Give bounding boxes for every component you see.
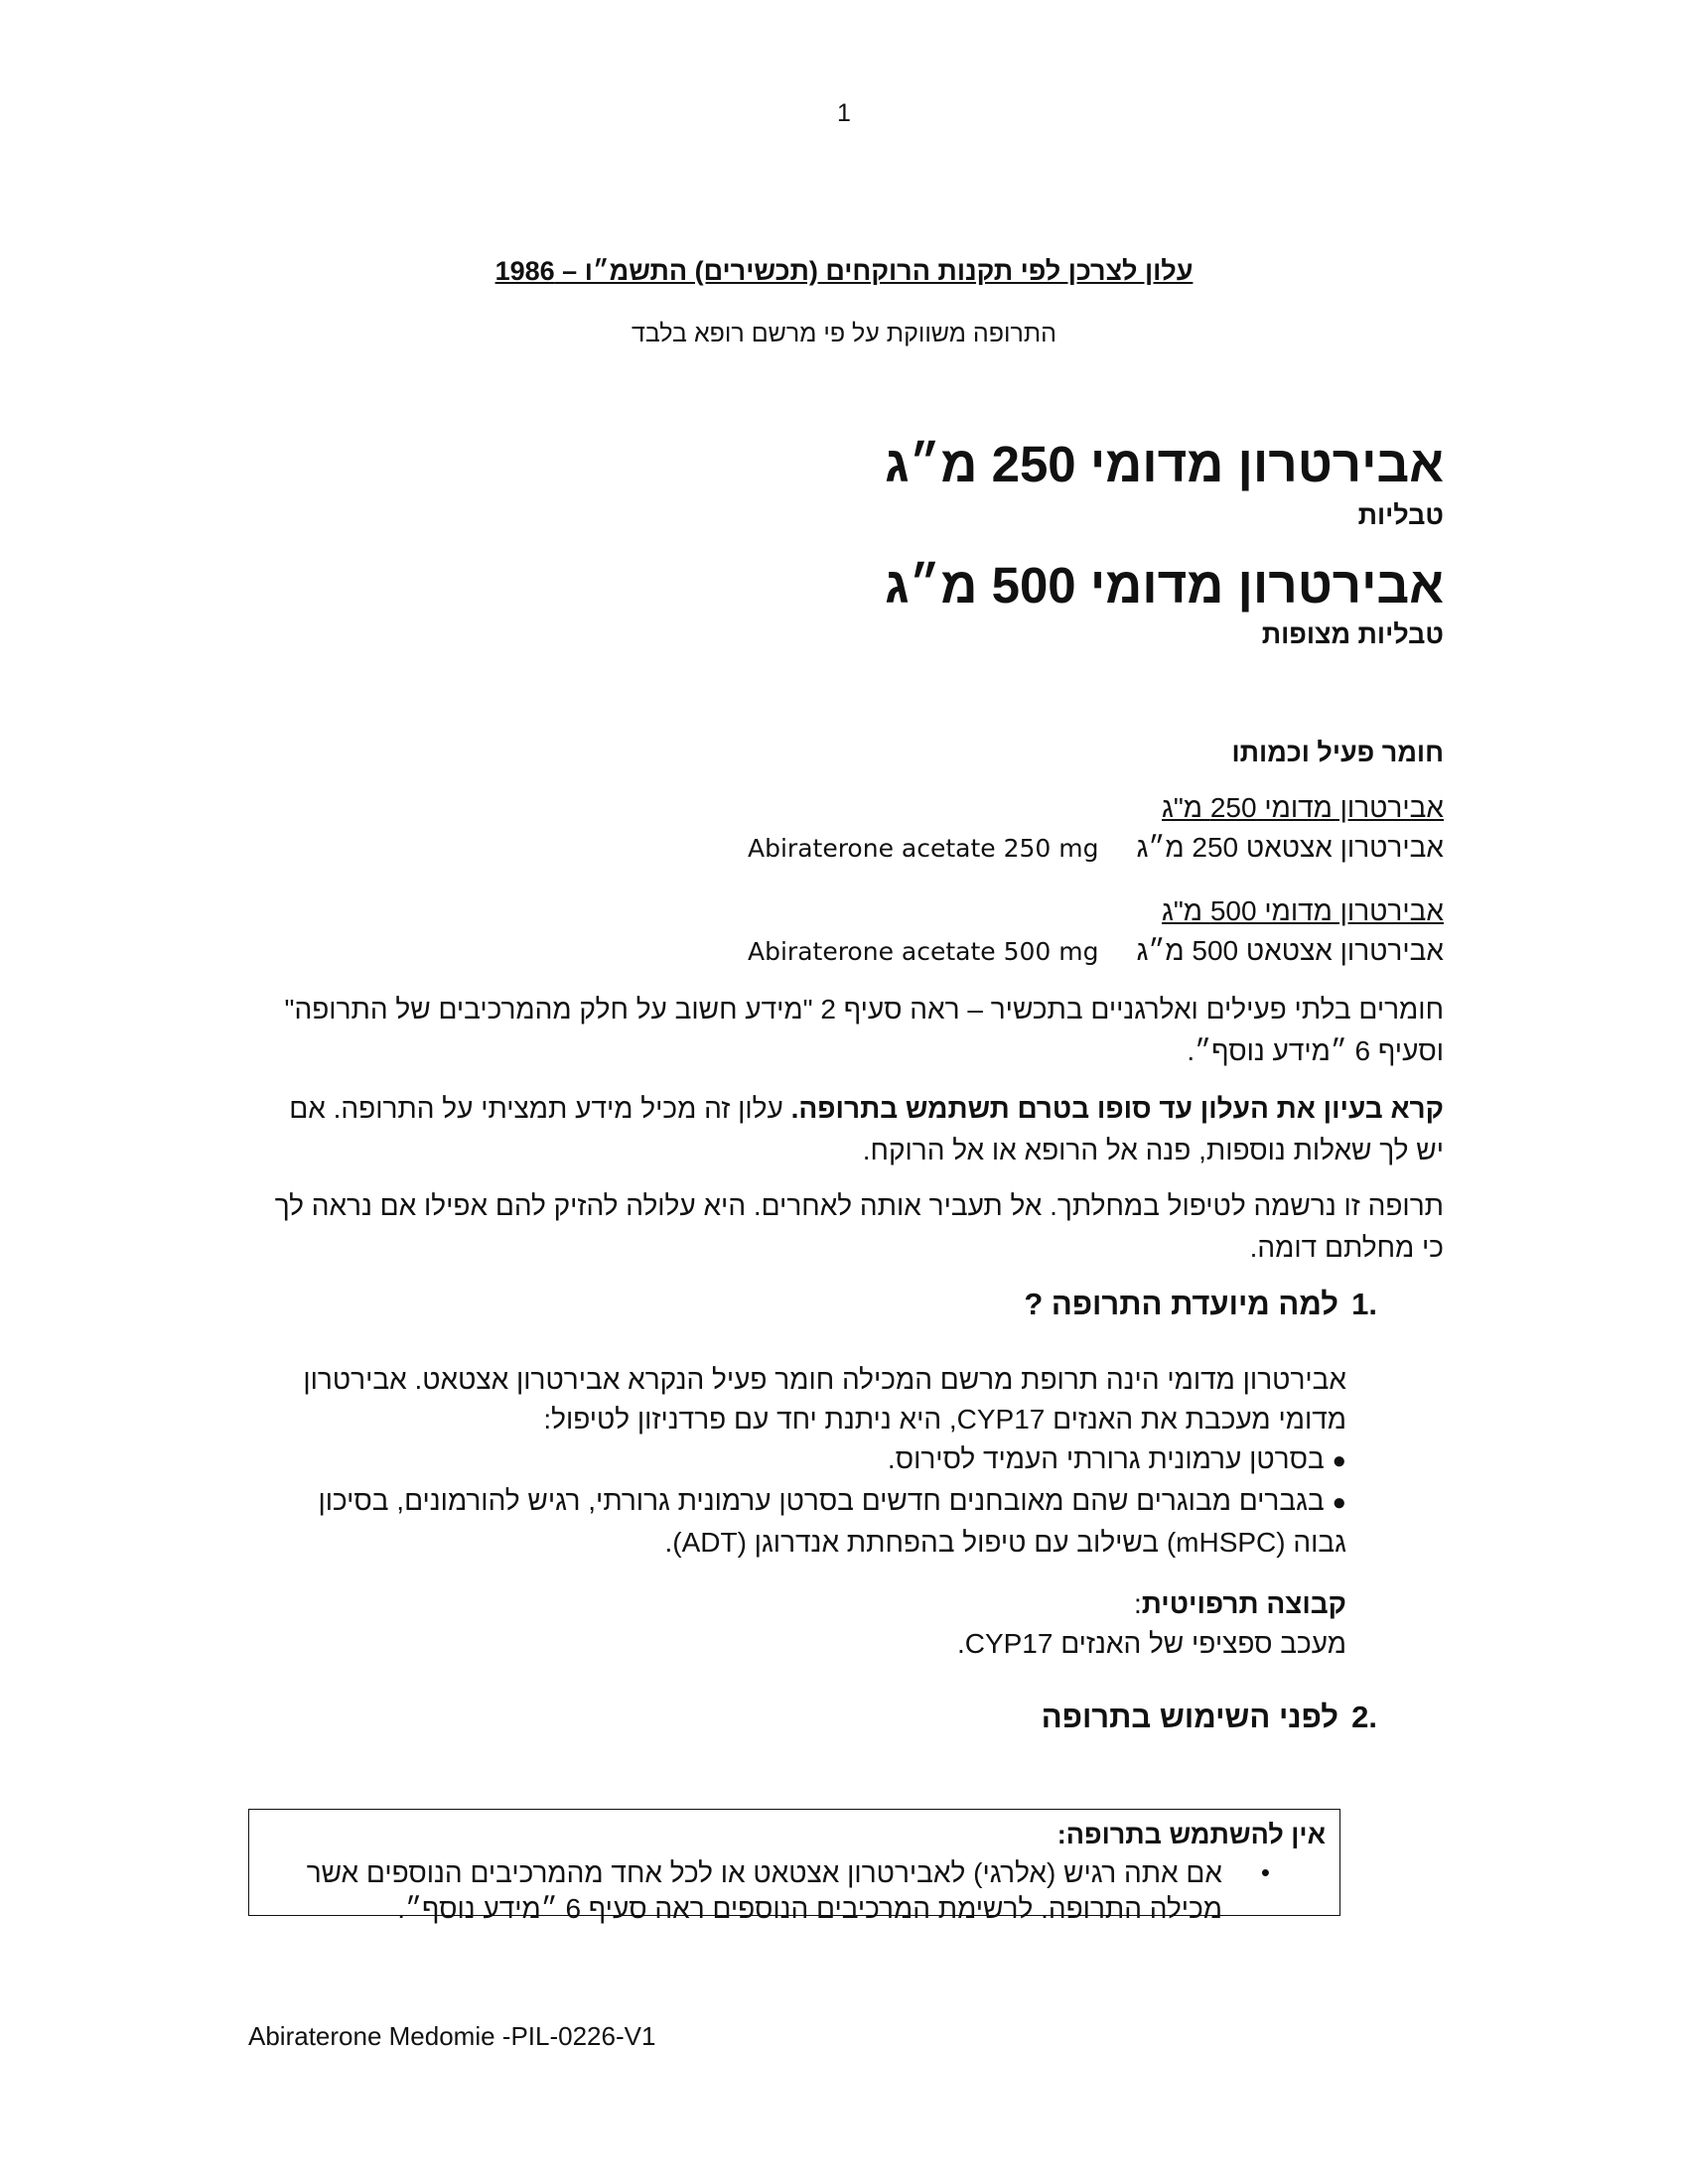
indication-bullet-2	[284, 1481, 1346, 1523]
indication-bullet-1	[284, 1439, 1346, 1481]
section-2-title: לפני השימוש בתרופה	[1041, 1700, 1338, 1734]
contraindications-box	[248, 1809, 1340, 1924]
read-leaflet-paragraph	[242, 1088, 1444, 1171]
therapeutic-group-label: קבוצה תרפויטית	[1141, 1588, 1346, 1619]
indication-1-text: בסרטן ערמונית גרורתי העמיד לסירוס.	[887, 1443, 1325, 1474]
prescription-note: התרופה משווקת על פי מרשם רופא בלבד	[632, 320, 1056, 347]
section-1-body	[284, 1360, 1346, 1563]
read-bold-text: קרא בעיון את העלון עד סופו בטרם תשתמש בתרופה.	[790, 1093, 1444, 1124]
section-1-line-2: מדומי מעכבת את האנזים CYP17, היא ניתנת יחד עם פרדניזון לטיפול:	[543, 1404, 1346, 1434]
read-rest-text: עלון זה מכיל מידע תמציתי על התרופה. אם	[289, 1093, 791, 1124]
therapeutic-group-value: מעכב ספציפי של האנזים CYP17.	[956, 1628, 1346, 1659]
read-line-1	[242, 1088, 1444, 1130]
page-number: 1	[837, 99, 851, 127]
indication-2-line-2: גבוה (mHSPC) בשילוב עם טיפול בהפחתת אנדרוגן (ADT).	[664, 1527, 1346, 1558]
section-1-line-1: אבירטרון מדומי הינה תרופת מרשם המכילה חומר פעיל הנקרא אבירטרון אצטאט. אבירטרון	[303, 1364, 1346, 1395]
product-form-500: טבליות מצופות	[1261, 619, 1444, 649]
bullet-icon: ●	[1332, 1447, 1346, 1474]
ingredient-hebrew-250: אבירטרון אצטאט 250 מ״ג	[1136, 832, 1444, 863]
active-ingredient-heading: חומר פעיל וכמותו	[1231, 738, 1444, 767]
section-1-number: 1.	[1351, 1287, 1377, 1321]
ingredient-english-500: Abiraterone acetate 500 mg	[748, 937, 1099, 966]
leaflet-title: עלון לצרכן לפי תקנות הרוקחים (תכשירים) התשמ״ו – 1986	[494, 256, 1194, 286]
personal-line-2: כי מחלתם דומה.	[1249, 1232, 1444, 1263]
product-name-250: אבירטרון מדומי 250 מ״ג	[885, 436, 1444, 492]
ingredient-label-500: אבירטרון מדומי 500 מ"ג	[1162, 895, 1444, 926]
personal-use-paragraph	[242, 1185, 1444, 1269]
bullet-icon: ●	[1332, 1489, 1346, 1516]
indication-2-text: בגברים מבוגרים שהם מאובחנים חדשים בסרטן ערמונית גרורתי, רגיש להורמונים, בסיכון	[318, 1485, 1325, 1516]
document-footer: Abiraterone Medomie -PIL-0226-V1	[248, 2021, 656, 2051]
contraindication-line-1: אם אתה רגיש (אלרגי) לאבירטרון אצטאט או לכל אחד מהמרכיבים הנוספים אשר	[306, 1857, 1222, 1888]
contraindication-text	[307, 1855, 1222, 1927]
contraindication-line-2: מכילה התרופה. לרשימת המרכיבים הנוספים ראה סעיף 6 ״מידע נוסף״.	[397, 1893, 1222, 1924]
inactive-ingredients-paragraph	[242, 989, 1444, 1072]
read-line-2: יש לך שאלות נוספות, פנה אל הרופא או אל הרוקח.	[862, 1135, 1444, 1165]
therapeutic-group-colon: :	[1133, 1588, 1142, 1619]
therapeutic-group	[284, 1584, 1346, 1664]
ingredient-hebrew-500: אבירטרון אצטאט 500 מ״ג	[1136, 935, 1444, 966]
section-2-number: 2.	[1351, 1700, 1377, 1734]
contraindications-heading: אין להשתמש בתרופה:	[1056, 1820, 1326, 1849]
box-bullet-icon: •	[1260, 1857, 1270, 1887]
inactive-line-2: וסעיף 6 ״מידע נוסף״.	[1187, 1035, 1444, 1066]
product-name-500: אבירטרון מדומי 500 מ״ג	[885, 557, 1444, 614]
ingredient-english-250: Abiraterone acetate 250 mg	[748, 834, 1099, 863]
personal-line-1: תרופה זו נרשמה לטיפול במחלתך. אל תעביר אותה לאחרים. היא עלולה להזיק להם אפילו אם נראה לך	[274, 1190, 1444, 1221]
inactive-line-1: חומרים בלתי פעילים ואלרגניים בתכשיר – ראה סעיף 2 "מידע חשוב על חלק מהמרכיבים של התרופה"	[284, 994, 1444, 1024]
product-form-250: טבליות	[1357, 500, 1444, 530]
section-1-title: למה מיועדת התרופה ?	[1024, 1287, 1338, 1321]
ingredient-label-250: אבירטרון מדומי 250 מ"ג	[1162, 792, 1444, 823]
therapeutic-group-label-line	[284, 1584, 1346, 1624]
